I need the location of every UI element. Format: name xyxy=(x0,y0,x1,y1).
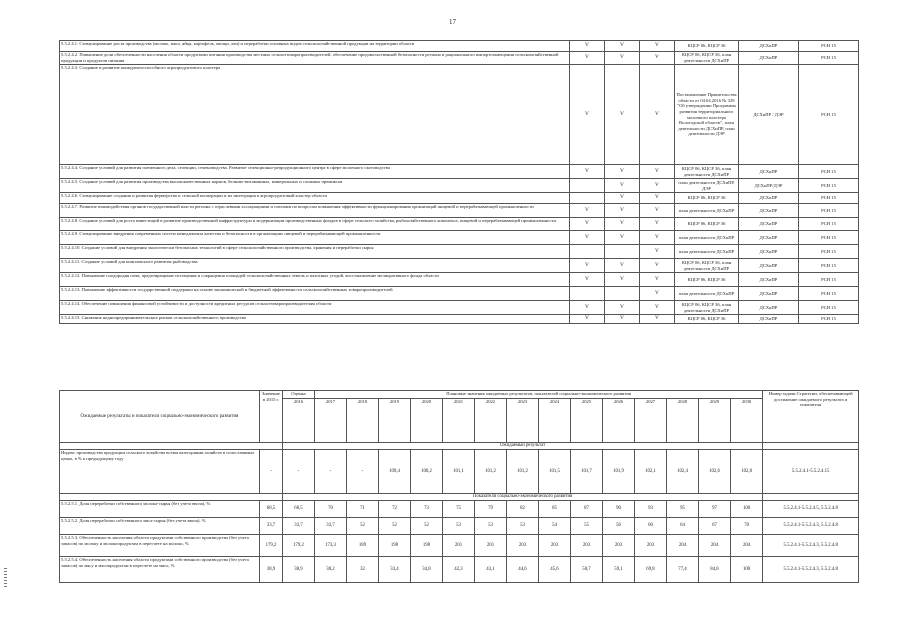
year-value: 53 xyxy=(475,518,507,535)
measure-text: 5.5.2.4.15. Снижение неднопредпринимательских рисков сельскохозяйственного производства xyxy=(60,315,570,324)
section-spacer-left xyxy=(60,494,283,501)
period-mark-2 xyxy=(605,287,640,301)
year-value: 71 xyxy=(347,501,379,518)
year-header: 2030 xyxy=(731,399,763,443)
measure-text: 5.5.2.4.3. Создание и развитие конкурентоспособного агропродуктового кластера xyxy=(60,65,570,165)
year-value: 102,8 xyxy=(731,450,763,494)
year-value: 50,7 xyxy=(571,557,603,583)
margin-marks xyxy=(4,568,8,589)
year-header: 2024 xyxy=(539,399,571,443)
header-base-value: Значение в 2015 г. xyxy=(260,391,283,443)
period-mark-3: V xyxy=(640,179,675,193)
measures-table xyxy=(59,40,859,324)
year-header: 2029 xyxy=(699,399,731,443)
measure-basis: КЦСР 06, КЦСР 36, план деятельности ДСХиПР xyxy=(675,301,739,315)
indicator-label: 5.5.2.5.1. Доля переработки собственного молока-сырья (без учета ввоза), % xyxy=(60,501,260,518)
year-value: 198 xyxy=(411,535,443,557)
measure-text: 5.5.2.4.12. Повышение плодородия почв, предотвращение истощения и сокращения площадей сельскохозяйственных земель и пахотных угодий, восстановление мелиоративного фонда области xyxy=(60,273,570,287)
base-value: - xyxy=(260,450,283,494)
section-title: Показатели социально-экономического развития xyxy=(283,494,763,501)
measure-row xyxy=(60,204,859,218)
year-value: 97 xyxy=(699,501,731,518)
year-value: 75 xyxy=(443,501,475,518)
period-mark-1: V xyxy=(570,301,605,315)
year-value: 101,2 xyxy=(475,450,507,494)
year-value: 69,8 xyxy=(635,557,667,583)
measure-responsible: РСН 15 xyxy=(799,231,859,245)
measure-row xyxy=(60,41,859,52)
year-value: 102,1 xyxy=(635,450,667,494)
measure-executor: ДСХиПР xyxy=(739,52,799,65)
period-mark-2: V xyxy=(605,315,640,324)
header-plan: Плановые значения ожидаемых результатов, показателей социально-экономического развития xyxy=(315,391,763,399)
measure-row xyxy=(60,259,859,273)
period-mark-1 xyxy=(570,245,605,259)
measure-responsible: РСН 15 xyxy=(799,41,859,52)
period-mark-2: V xyxy=(605,165,640,179)
header-estimate: Оценка xyxy=(283,391,315,399)
measure-row xyxy=(60,245,859,259)
year-value: 34,8 xyxy=(411,557,443,583)
year-value: 44,6 xyxy=(507,557,539,583)
period-mark-3: V xyxy=(640,204,675,218)
year-header: 2021 xyxy=(443,399,475,443)
measure-executor: ДСХиПР/ДЭР xyxy=(739,179,799,193)
measure-responsible: РСН 15 xyxy=(799,204,859,218)
period-mark-3: V xyxy=(640,65,675,165)
year-value: 42,3 xyxy=(443,557,475,583)
period-mark-3: V xyxy=(640,41,675,52)
year-value: 79 xyxy=(475,501,507,518)
year-value: 203 xyxy=(507,535,539,557)
task-number: 5.5.2.4.1-5.5.2.4.3, 5.5.2.4.8 xyxy=(763,535,859,557)
section-spacer-right xyxy=(763,443,859,450)
year-value: 33,7 xyxy=(315,518,347,535)
year-value: 95 xyxy=(667,501,699,518)
measure-text: 5.5.2.4.10. Создание условий для внедрения экологически безопасных технологий в сфере сельскохозяйственного производства, хранения и переработки сырья xyxy=(60,245,570,259)
measure-row xyxy=(60,65,859,165)
measure-text: 5.5.2.4.9. Стимулирование внедрения современных систем менеджмента качества и безопасности в организациях пищевой и перерабатывающей промышленности xyxy=(60,231,570,245)
measure-responsible: РСН 15 xyxy=(799,52,859,65)
year-value: 93 xyxy=(635,501,667,518)
indicator-label: 5.5.2.5.4. Обеспеченность населения области продуктами собственного производства (без учета запасов) по мясу и мясопродуктам в пересчете на мясо, % xyxy=(60,557,260,583)
period-mark-2: V xyxy=(605,218,640,231)
year-value: 67 xyxy=(699,518,731,535)
period-mark-1 xyxy=(570,179,605,193)
period-mark-3: V xyxy=(640,273,675,287)
year-header: 2016 xyxy=(283,399,315,443)
indicator-row xyxy=(60,557,859,583)
measure-row xyxy=(60,218,859,231)
measure-row xyxy=(60,315,859,324)
indicator-row xyxy=(60,535,859,557)
period-mark-3: V xyxy=(640,193,675,204)
section-title: Ожидаемый результат xyxy=(283,443,763,450)
year-value: 59,1 xyxy=(603,557,635,583)
period-mark-3: V xyxy=(640,315,675,324)
year-value: 201 xyxy=(475,535,507,557)
period-mark-3: V xyxy=(640,165,675,179)
measure-row xyxy=(60,52,859,65)
measure-executor: ДСХиПР xyxy=(739,165,799,179)
period-mark-1: V xyxy=(570,41,605,52)
year-value: 53 xyxy=(443,518,475,535)
period-mark-2: V xyxy=(605,259,640,273)
indicator-row xyxy=(60,501,859,518)
measure-responsible: РСН 15 xyxy=(799,193,859,204)
measure-basis: план деятельности ДСХиПР xyxy=(675,245,739,259)
measure-text: 5.5.2.4.2. Повышение доли обеспеченности населения области продуктами питания производства местных сельхозтоваропроизводителей, обеспечение продовольственной безопасности региона и рационального импортозамещения сельскохозяйственной продукции и продуктов питания xyxy=(60,52,570,65)
period-mark-1: V xyxy=(570,165,605,179)
header-task-number: Номер задачи Стратегии, обеспечивающей достижение ожидаемого результата и показателя xyxy=(763,391,859,443)
year-value: 101,1 xyxy=(443,450,475,494)
period-mark-3: V xyxy=(640,259,675,273)
year-value: 70 xyxy=(731,518,763,535)
measure-executor: ДСХиПР xyxy=(739,245,799,259)
base-value: 179,2 xyxy=(260,535,283,557)
period-mark-3: V xyxy=(640,245,675,259)
task-number: 5.5.2.4.1-5.5.2.4.5, 5.5.2.4.8 xyxy=(763,501,859,518)
period-mark-2: V xyxy=(605,52,640,65)
year-value: 203 xyxy=(635,535,667,557)
year-value: 64 xyxy=(667,518,699,535)
year-value: 90 xyxy=(603,501,635,518)
year-value: 109,4 xyxy=(379,450,411,494)
period-mark-3: V xyxy=(640,231,675,245)
measure-basis: КЦСР 06, КЦСР 36 xyxy=(675,273,739,287)
year-value: 52 xyxy=(379,518,411,535)
measure-executor: ДСХиПР xyxy=(739,301,799,315)
period-mark-1: V xyxy=(570,259,605,273)
period-mark-2: V xyxy=(605,65,640,165)
period-mark-2: V xyxy=(605,179,640,193)
year-value: 68,5 xyxy=(283,501,315,518)
period-mark-3: V xyxy=(640,301,675,315)
year-value: 60 xyxy=(635,518,667,535)
period-mark-1: V xyxy=(570,218,605,231)
period-mark-2: V xyxy=(605,301,640,315)
measure-row xyxy=(60,273,859,287)
period-mark-1: V xyxy=(570,273,605,287)
measure-text: 5.5.2.4.11. Создание условий для комплексного развития рыбоводства xyxy=(60,259,570,273)
year-value: 204 xyxy=(731,535,763,557)
measure-executor: ДСХиПР xyxy=(739,204,799,218)
measure-basis: КЦСР 06, КЦСР 36 xyxy=(675,218,739,231)
year-value: - xyxy=(315,450,347,494)
year-header: 2023 xyxy=(507,399,539,443)
measure-row xyxy=(60,287,859,301)
measure-executor: ДСХиПР xyxy=(739,218,799,231)
measure-basis: план деятельности ДСХиПР xyxy=(675,287,739,301)
task-number: 5.5.2.4.1-5.5.2.4.3, 5.5.2.4.8 xyxy=(763,557,859,583)
year-value: 38,9 xyxy=(283,557,315,583)
period-mark-3: V xyxy=(640,52,675,65)
measure-responsible: РСН 15 xyxy=(799,165,859,179)
year-value: 102,6 xyxy=(699,450,731,494)
task-number: 5.5.2.4.1-5.5.2.4.3, 5.5.2.4.8 xyxy=(763,518,859,535)
measure-basis: КЦСР 06, КЦСР 36, план деятельности ДСХиПР xyxy=(675,165,739,179)
measure-executor: ДСХиПР xyxy=(739,41,799,52)
year-value: 52 xyxy=(411,518,443,535)
year-value: 72 xyxy=(379,501,411,518)
measure-row xyxy=(60,179,859,193)
measure-executor: ДСХиПР xyxy=(739,231,799,245)
measure-text: 5.5.2.4.14. Обеспечение повышения финансовой устойчивости и доступности кредитных ресурсов сельхозтоваропроизводителям области xyxy=(60,301,570,315)
measure-executor: ДСХиПР / ДЭР xyxy=(739,65,799,165)
measure-responsible: РСН 15 xyxy=(799,179,859,193)
measure-basis: план деятельности ДСХиПР xyxy=(675,231,739,245)
year-value: 52 xyxy=(347,518,379,535)
year-value: 84,8 xyxy=(699,557,731,583)
period-mark-1: V xyxy=(570,52,605,65)
measure-executor: ДСХиПР xyxy=(739,273,799,287)
period-mark-2 xyxy=(605,245,640,259)
year-value: 32 xyxy=(347,557,379,583)
measure-responsible: РСН 15 xyxy=(799,218,859,231)
measure-basis: Постановление Правительства области от 04.04.2016 № 329 "Об утверждении Программы развития территориального молочного кластера Вологодской области", план деятельности ДСХиПР, план деятельности ДЭР xyxy=(675,65,739,165)
header-results: Ожидаемые результаты и показатели социально-экономического развития xyxy=(60,391,260,443)
year-value: 82 xyxy=(507,501,539,518)
period-mark-1: V xyxy=(570,204,605,218)
measure-text: 5.5.2.4.7. Развитие взаимодействия органов государственной власти региона с отраслевыми ассоциациями и союзами по вопросам повышения эффективности функционирования организаций пищевой и перерабатывающей промышленности xyxy=(60,204,570,218)
measure-text: 5.5.2.4.5. Создание условий для развития производства высококачественных кормов, белково-витаминных, минеральных и сложных премиксов xyxy=(60,179,570,193)
year-value: 102,4 xyxy=(667,450,699,494)
indicator-label: 5.5.2.5.2. Доля переработки собственного мяса-сырья (без учета ввоза), % xyxy=(60,518,260,535)
measure-responsible: РСН 15 xyxy=(799,65,859,165)
base-value: 68,5 xyxy=(260,501,283,518)
indicator-row xyxy=(60,518,859,535)
period-mark-1: V xyxy=(570,231,605,245)
indicator-row xyxy=(60,450,859,494)
measure-responsible: РСН 15 xyxy=(799,301,859,315)
year-value: 54 xyxy=(539,518,571,535)
measure-responsible: РСН 15 xyxy=(799,273,859,287)
year-value: 179,2 xyxy=(283,535,315,557)
measure-text: 5.5.2.4.1. Стимулирование роста производства (молоко, мясо, яйца, картофель, овощи, лен) и переработки основных видов сельскохозяйственной продукции на территории области xyxy=(60,41,570,52)
measure-executor: ДСХиПР xyxy=(739,287,799,301)
year-value: 53 xyxy=(507,518,539,535)
year-value: 45,6 xyxy=(539,557,571,583)
period-mark-2: V xyxy=(605,204,640,218)
year-value: 33,4 xyxy=(379,557,411,583)
measure-executor: ДСХиПР xyxy=(739,193,799,204)
period-mark-1: V xyxy=(570,65,605,165)
year-value: 203 xyxy=(571,535,603,557)
year-value: 173,3 xyxy=(315,535,347,557)
year-value: 77,4 xyxy=(667,557,699,583)
measure-row xyxy=(60,193,859,204)
year-header: 2020 xyxy=(411,399,443,443)
year-value: 204 xyxy=(667,535,699,557)
section-indicators xyxy=(60,494,859,501)
year-value: 100 xyxy=(731,501,763,518)
measure-basis: КЦСР 06, КЦСР 36 xyxy=(675,41,739,52)
measure-text: 5.5.2.4.8. Создание условий для роста инвестиций в развитие производственной инфраструктуры и модернизации производственных фондов в сфере сельского хозяйства, рыбохозяйственного комплекса, пищевой и перерабатывающей промышленности xyxy=(60,218,570,231)
page-number: 17 xyxy=(449,18,456,26)
results-table xyxy=(59,390,859,583)
measure-row xyxy=(60,301,859,315)
base-value: 33,7 xyxy=(260,518,283,535)
year-header: 2025 xyxy=(571,399,603,443)
measure-text: 5.5.2.4.6. Стимулирование создания и развития фермерства и сельской кооперации и их интеграция в агропродуктовый кластер области xyxy=(60,193,570,204)
measure-executor: ДСХиПР xyxy=(739,315,799,324)
measure-text: 5.5.2.4.4. Создание условий для развития племенного дела, селекции, семеноводства. Развитие селекционно-репродукционного центра в сфере молочного скотоводства xyxy=(60,165,570,179)
measure-basis: КЦСР 06, КЦСР 36 xyxy=(675,193,739,204)
measure-text: 5.5.2.4.13. Повышение эффективности государственной поддержки на основе экономической и бюджетной эффективности сельскохозяйственных товаропроизводителей xyxy=(60,287,570,301)
year-value: 101,7 xyxy=(571,450,603,494)
period-mark-2: V xyxy=(605,273,640,287)
measure-basis: КЦСР 06, КЦСР 36, план деятельности ДСХиПР xyxy=(675,259,739,273)
period-mark-3: V xyxy=(640,287,675,301)
year-value: 203 xyxy=(603,535,635,557)
period-mark-2: V xyxy=(605,231,640,245)
period-mark-1: V xyxy=(570,315,605,324)
year-value: 56 xyxy=(603,518,635,535)
year-value: 100 xyxy=(731,557,763,583)
year-header: 2027 xyxy=(635,399,667,443)
year-value: 55 xyxy=(571,518,603,535)
section-spacer-right xyxy=(763,494,859,501)
year-header: 2026 xyxy=(603,399,635,443)
measure-responsible: РСН 15 xyxy=(799,315,859,324)
year-value: 70 xyxy=(315,501,347,518)
year-header: 2018 xyxy=(347,399,379,443)
year-header: 2028 xyxy=(667,399,699,443)
period-mark-2: V xyxy=(605,41,640,52)
year-value: - xyxy=(347,450,379,494)
year-value: 101,5 xyxy=(539,450,571,494)
measure-basis: КЦСР 06, КЦСР 36 xyxy=(675,315,739,324)
period-mark-2: V xyxy=(605,193,640,204)
year-value: 101,9 xyxy=(603,450,635,494)
section-spacer-left xyxy=(60,443,283,450)
year-header: 2022 xyxy=(475,399,507,443)
year-value: 101,2 xyxy=(507,450,539,494)
measure-executor: ДСХиПР xyxy=(739,259,799,273)
year-value: 203 xyxy=(539,535,571,557)
year-value: 33,7 xyxy=(283,518,315,535)
section-expected-result xyxy=(60,443,859,450)
indicator-label: 5.5.2.5.3. Обеспеченность населения области продуктами собственного производства (без учета запасов) по молоку и молокопродуктам в пересчете на молоко, % xyxy=(60,535,260,557)
year-value: 204 xyxy=(699,535,731,557)
indicator-label: Индекс производства продукции сельского хозяйства всеми категориями хозяйств в сопоставимых ценах, в % к предыдущему году xyxy=(60,450,260,494)
measure-responsible: РСН 15 xyxy=(799,259,859,273)
year-value: 73 xyxy=(411,501,443,518)
period-mark-1 xyxy=(570,287,605,301)
measure-basis: КЦСР 06, КЦСР 36, план деятельности ДСХиПР xyxy=(675,52,739,65)
year-value: 100,2 xyxy=(411,450,443,494)
measure-row xyxy=(60,231,859,245)
measure-responsible: РСН 15 xyxy=(799,287,859,301)
period-mark-1 xyxy=(570,193,605,204)
year-value: 85 xyxy=(539,501,571,518)
period-mark-3: V xyxy=(640,218,675,231)
year-value: 87 xyxy=(571,501,603,518)
measure-basis: план деятельности ДСХиПР, ДЭР xyxy=(675,179,739,193)
year-value: 38,2 xyxy=(315,557,347,583)
base-value: 38,9 xyxy=(260,557,283,583)
measure-row xyxy=(60,165,859,179)
year-value: 43,1 xyxy=(475,557,507,583)
year-value: 201 xyxy=(443,535,475,557)
measure-basis: план деятельности ДСХиПР xyxy=(675,204,739,218)
task-number: 5.5.2.4.1-5.5.2.4.15 xyxy=(763,450,859,494)
year-value: 198 xyxy=(379,535,411,557)
year-header: 2017 xyxy=(315,399,347,443)
year-value: 189 xyxy=(347,535,379,557)
year-value: - xyxy=(283,450,315,494)
measure-responsible: РСН 15 xyxy=(799,245,859,259)
year-header: 2019 xyxy=(379,399,411,443)
